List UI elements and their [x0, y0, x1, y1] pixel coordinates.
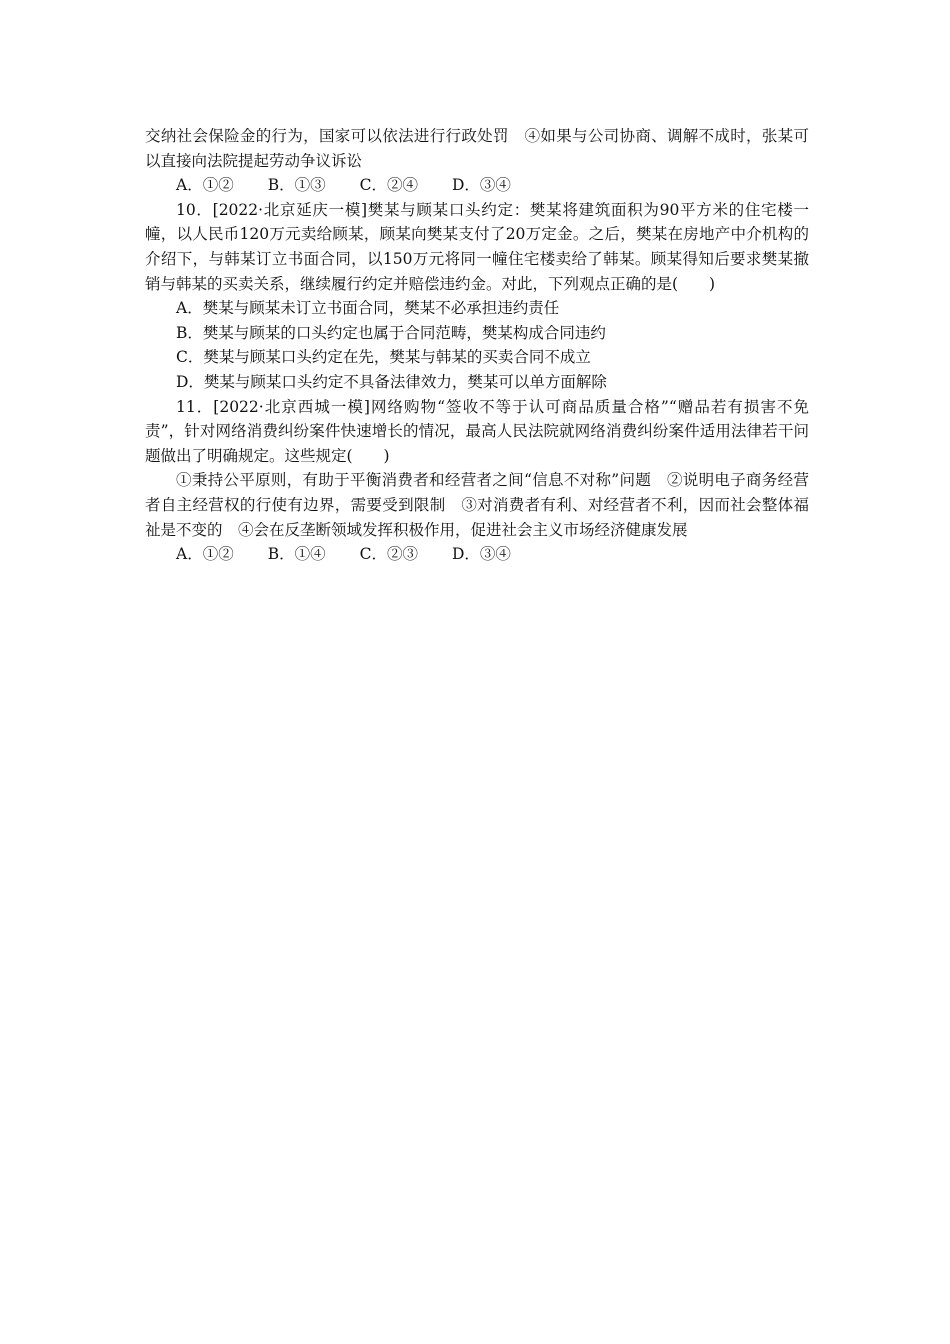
- choice-d: D．③④: [451, 176, 511, 195]
- question-10-option-d: D．樊某与顾某口头约定不具备法律效力，樊某可以单方面解除: [176, 372, 607, 391]
- question-10-option-c: C．樊某与顾某口头约定在先，樊某与韩某的买卖合同不成立: [176, 348, 591, 367]
- choice-a: A．①②: [176, 176, 234, 195]
- question-11: [145, 395, 809, 567]
- question-11-stem: 11．[2022·北京西城一模]网络购物“签收不等于认可商品质量合格”“赠品若有损害不免责”，针对网络消费纠纷案件快速增长的情况，最高人民法院就网络消费纠纷案件适用法律若干问题做出了明确规定。这些规定( ): [145, 397, 809, 465]
- question-11-statements: ①秉持公平原则，有助于平衡消费者和经营者之间“信息不对称”问题 ②说明电子商务经营者自主经营权的行使有边界，需要受到限制 ③对消费者有利、对经营者不利，因而社会整体福祉是不变的 ④会在反垄断领域发挥积极作用，促进社会主义市场经济健康发展: [145, 471, 809, 539]
- question-11-choices: [145, 542, 809, 567]
- choice-b: B．①③: [267, 176, 326, 195]
- question-10-option-b: B．樊某与顾某的口头约定也属于合同范畴，樊某构成合同违约: [176, 323, 606, 342]
- previous-question-choices: [145, 173, 809, 198]
- choice-c: C．②④: [359, 176, 418, 195]
- question-10-stem: 10．[2022·北京延庆一模]樊某与顾某口头约定：樊某将建筑面积为90平方米的住宅楼一幢，以人民币120万元卖给顾某，顾某向樊某支付了20万定金。之后，樊某在房地产中介机构的介绍下，与韩某订立书面合同，以150万元将同一幢住宅楼卖给了韩某。顾某得知后要求樊某撤销与韩某的买卖关系，继续履行约定并赔偿违约金。对此，下列观点正确的是( ): [145, 200, 809, 293]
- question-10-option-a: A．樊某与顾某未订立书面合同，樊某不必承担违约责任: [176, 299, 560, 318]
- question-10: [145, 198, 809, 395]
- previous-question-continuation: 交纳社会保险金的行为，国家可以依法进行行政处罚 ④如果与公司协商、调解不成时，张某可以直接向法院提起劳动争议诉讼: [145, 127, 809, 170]
- choice-b: B．①④: [267, 545, 326, 564]
- choice-d: D．③④: [451, 545, 511, 564]
- document-page: [145, 124, 809, 567]
- choice-c: C．②③: [359, 545, 418, 564]
- choice-a: A．①②: [176, 545, 234, 564]
